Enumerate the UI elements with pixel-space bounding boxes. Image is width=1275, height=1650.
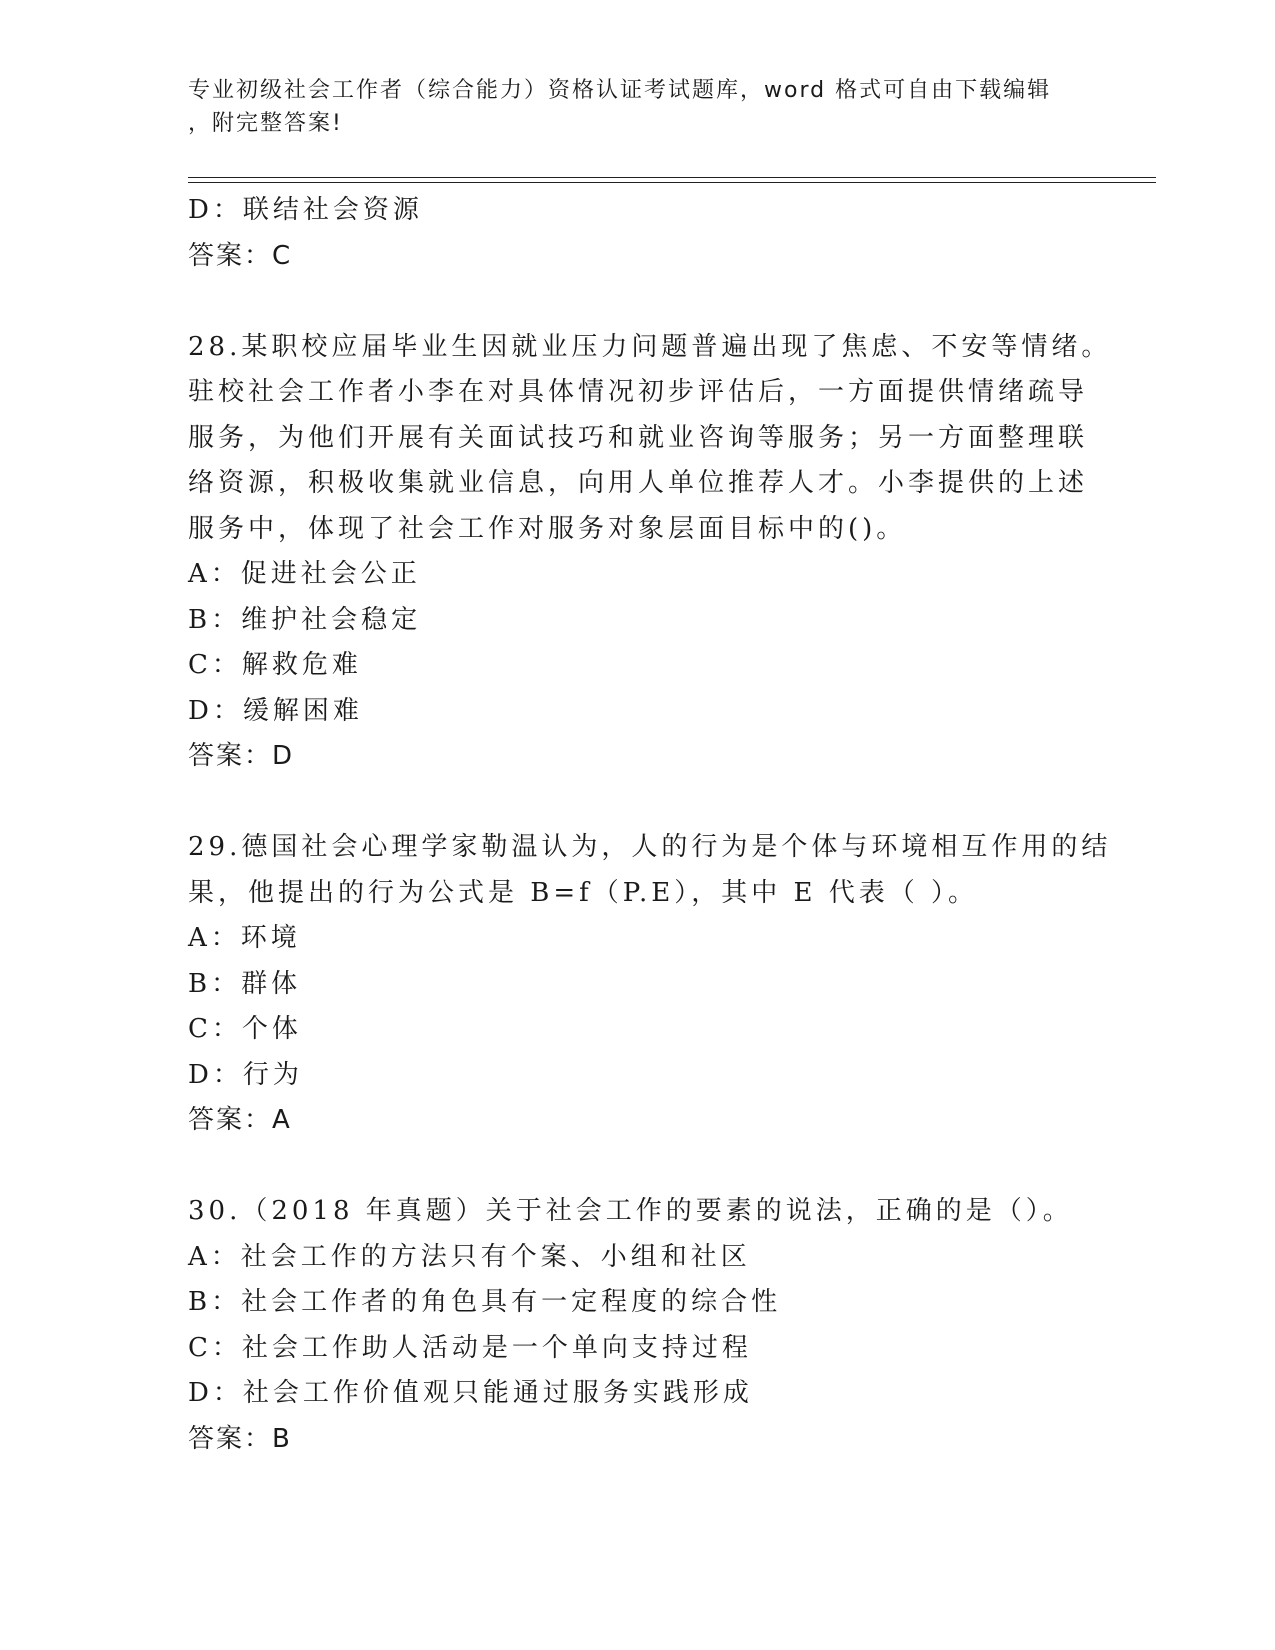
- option-d: D：缓解困难: [188, 695, 363, 726]
- answer-label: 答案：B: [188, 1423, 292, 1454]
- answer-label: 答案：D: [188, 741, 295, 771]
- option-a: A：社会工作的方法只有个案、小组和社区: [188, 1241, 751, 1272]
- question-28: [188, 325, 1112, 780]
- question-stem-line: 果，他提出的行为公式是 B=f（P.E），其中 E 代表（ ）。: [188, 877, 979, 908]
- answer-label: 答案：A: [188, 1105, 292, 1135]
- option-b: B：群体: [188, 968, 302, 999]
- question-29: [188, 825, 1112, 1144]
- spacer: [188, 780, 1088, 826]
- header-rule-bottom: [188, 182, 1156, 183]
- header-line-1: 专业初级社会工作者（综合能力）资格认证考试题库，word 格式可自由下载编辑: [188, 78, 1052, 103]
- option-a: A：促进社会公正: [188, 559, 421, 589]
- option-c: C：解救危难: [188, 650, 362, 680]
- question-stem-line: 28.某职校应届毕业生因就业压力问题普遍出现了焦虑、不安等情绪。: [188, 331, 1112, 362]
- question-30: [188, 1189, 1088, 1462]
- question-stem-line: 驻校社会工作者小李在对具体情况初步评估后，一方面提供情绪疏导: [188, 377, 1089, 407]
- option-b: B：维护社会稳定: [188, 604, 422, 635]
- question-stem-line: 29.德国社会心理学家勒温认为，人的行为是个体与环境相互作用的结: [188, 832, 1112, 862]
- option-a: A：环境: [188, 923, 301, 953]
- question-stem-line: 服务，为他们开展有关面试技巧和就业咨询等服务；另一方面整理联: [188, 422, 1089, 453]
- option-d: D：社会工作价值观只能通过服务实践形成: [188, 1378, 753, 1408]
- option-c: C：个体: [188, 1014, 302, 1044]
- spacer: [188, 1144, 1088, 1190]
- question-stem-line: 服务中，体现了社会工作对服务对象层面目标中的()。: [188, 513, 907, 544]
- page-header: [188, 74, 1068, 140]
- question-stem-line: 30.（2018 年真题）关于社会工作的要素的说法，正确的是（）。: [188, 1196, 1073, 1226]
- option-c: C：社会工作助人活动是一个单向支持过程: [188, 1332, 752, 1363]
- question-list: [188, 188, 1112, 1462]
- option-b: B：社会工作者的角色具有一定程度的综合性: [188, 1287, 782, 1317]
- prev-question-tail: [188, 188, 1088, 279]
- option-d: D：行为: [188, 1059, 303, 1090]
- header-line-2: ，附完整答案!: [188, 111, 343, 136]
- spacer: [188, 279, 1088, 325]
- question-stem-line: 络资源，积极收集就业信息，向用人单位推荐人才。小李提供的上述: [188, 468, 1089, 498]
- header-rule-top: [188, 177, 1156, 178]
- answer-label: 答案：C: [188, 240, 293, 271]
- option-d: D：联结社会资源: [188, 195, 423, 225]
